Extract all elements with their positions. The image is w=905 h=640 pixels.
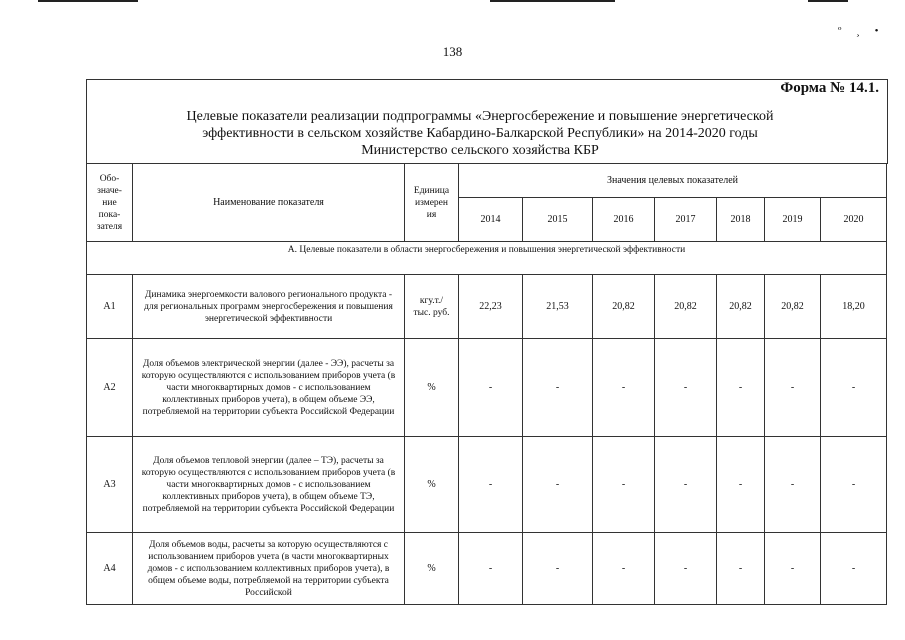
row-code: А4: [87, 533, 133, 605]
row-value: -: [821, 437, 887, 533]
page-number: 138: [442, 44, 463, 59]
row-value: -: [593, 533, 655, 605]
form-number: Форма № 14.1.: [780, 80, 879, 96]
section-a-heading: А. Целевые показатели в области энергосбережения и повышения энергетической эффективности: [87, 242, 887, 275]
row-name: Доля объемов тепловой энергии (далее – ТЭ), расчеты за которую осуществляются с использованием приборов учета (в части многоквартирных домов - с использованием коллективных приборов учета), в общем объеме ТЭ, потребляемой на территории субъекта Российской Федерации: [133, 437, 405, 533]
corner-marks: º ¸ •: [838, 25, 885, 37]
row-name: Доля объемов электрической энергии (далее - ЭЭ), расчеты за которую осуществляются с использованием приборов учета (в части многоквартирных домов - с использованием коллективных приборов учета), в общем объеме ЭЭ, потребляемой на территории субъекта Российской Федерации: [133, 339, 405, 437]
row-value: -: [655, 533, 717, 605]
row-value: -: [459, 437, 523, 533]
title-line-2: эффективности в сельском хозяйстве Кабардино-Балкарской Республики» на 2014-2020 годы: [202, 126, 758, 141]
table-row: [87, 437, 887, 533]
row-value: -: [821, 533, 887, 605]
header-values: Значения целевых показателей: [459, 164, 887, 198]
row-value: -: [459, 339, 523, 437]
row-value: -: [765, 533, 821, 605]
row-value: 20,82: [593, 275, 655, 339]
row-value: -: [717, 437, 765, 533]
row-code: А3: [87, 437, 133, 533]
row-name: Доля объемов воды, расчеты за которую осуществляются с использованием приборов учета (в части многоквартирных домов - с использованием коллективных приборов учета), в общем объеме воды, потребляемой на территории субъекта Российской: [133, 533, 405, 605]
table-row: [87, 533, 887, 605]
row-value: -: [717, 339, 765, 437]
row-value: -: [523, 437, 593, 533]
row-value: 18,20: [821, 275, 887, 339]
row-name: Динамика энергоемкости валового регионального продукта - для региональных программ энергосбережения и повышения энергетической эффективности: [133, 275, 405, 339]
header-year: 2014: [459, 198, 523, 242]
row-value: 21,53: [523, 275, 593, 339]
row-value: -: [523, 339, 593, 437]
row-unit: %: [405, 533, 459, 605]
row-value: -: [655, 437, 717, 533]
scan-artifact-line-1: [38, 0, 138, 2]
header-name: Наименование показателя: [133, 164, 405, 242]
header-unit: Единица измерен ия: [405, 164, 459, 242]
row-value: -: [655, 339, 717, 437]
header-year: 2015: [523, 198, 593, 242]
table-row: [87, 339, 887, 437]
row-value: -: [717, 533, 765, 605]
row-value: 20,82: [765, 275, 821, 339]
row-value: -: [523, 533, 593, 605]
row-value: -: [593, 437, 655, 533]
scan-artifact-line-2: [490, 0, 615, 2]
header-year: 2020: [821, 198, 887, 242]
row-value: -: [459, 533, 523, 605]
row-code: А1: [87, 275, 133, 339]
header-year: 2016: [593, 198, 655, 242]
title-line-1: Целевые показатели реализации подпрограммы «Энергосбережение и повышение энергетической: [186, 109, 774, 124]
header-year: 2017: [655, 198, 717, 242]
row-value: 20,82: [655, 275, 717, 339]
header-code: Обо- значе- ние пока- зателя: [87, 164, 133, 242]
row-value: -: [765, 437, 821, 533]
row-value: -: [821, 339, 887, 437]
indicators-table: [86, 163, 887, 605]
header-year: 2018: [717, 198, 765, 242]
row-value: -: [765, 339, 821, 437]
header-year: 2019: [765, 198, 821, 242]
row-unit: %: [405, 339, 459, 437]
row-unit: кгу.т./ тыс. руб.: [405, 275, 459, 339]
row-unit: %: [405, 437, 459, 533]
table-row: [87, 275, 887, 339]
scan-artifact-line-3: [808, 0, 848, 2]
row-value: 20,82: [717, 275, 765, 339]
title-line-3: Министерство сельского хозяйства КБР: [361, 143, 599, 158]
row-value: -: [593, 339, 655, 437]
row-code: А2: [87, 339, 133, 437]
row-value: 22,23: [459, 275, 523, 339]
document-title: [120, 108, 840, 159]
